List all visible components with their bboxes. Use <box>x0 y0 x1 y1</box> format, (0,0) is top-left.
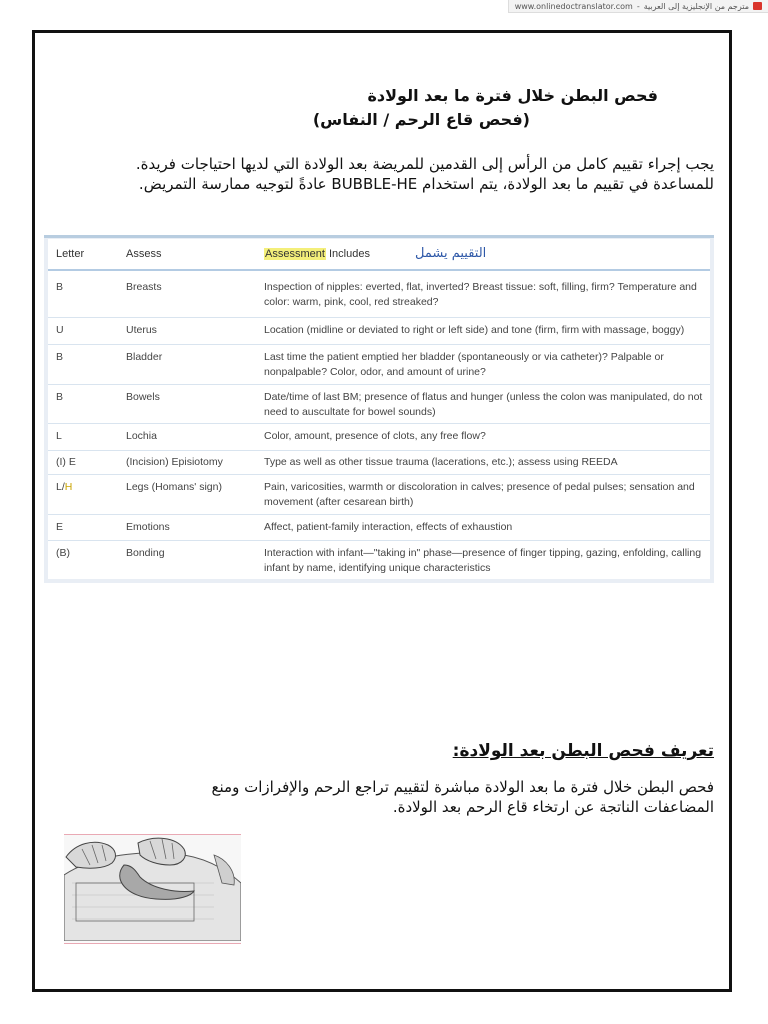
row-letter: B <box>56 391 64 403</box>
row-letter: (I) E <box>56 456 76 468</box>
header-includes-highlight: Assessment <box>265 248 325 260</box>
table-row <box>48 450 710 475</box>
row-includes: Type as well as other tissue trauma (lacerations, etc.); assess using REEDA <box>264 456 618 468</box>
row-assess: (Incision) Episiotomy <box>126 456 223 468</box>
translator-site[interactable]: www.onlinedoctranslator.com <box>514 1 633 11</box>
row-assess: Bowels <box>126 391 160 403</box>
table-body <box>48 239 710 579</box>
table-row <box>48 423 710 451</box>
doc-subtitle: (فحص قاع الرحم / النفاس) <box>312 110 530 129</box>
row-letter: B <box>56 281 64 293</box>
translator-separator: - <box>636 1 640 11</box>
intro-paragraph: يجب إجراء تقييم كامل من الرأس إلى القدمين للمريضة بعد الولادة التي لديها احتياجات فريدة. للمساعدة في تقييم ما بعد الولادة، يتم استخدام BUBBLE-HE عادةً لتوجيه ممارسة التمريض. <box>135 155 714 193</box>
row-includes: Date/time of last BM; presence of flatus and hunger (unless the colon was manipulated, do not need to auscultate for bowel sounds) <box>264 391 703 418</box>
table-row <box>48 317 710 345</box>
header-includes-rest: Includes <box>325 248 370 260</box>
row-includes: Inspection of nipples: everted, flat, inverted? Breast tissue: soft, filling, firm? Temperature and color: warm, pink, cool, red streaked? <box>264 281 697 308</box>
header-assess: Assess <box>126 248 162 260</box>
table-header-row <box>48 239 710 271</box>
pdf-icon <box>753 2 762 10</box>
row-letter: L <box>56 430 62 442</box>
row-assess: Lochia <box>126 430 157 442</box>
row-assess: Legs (Homans' sign) <box>126 481 222 493</box>
row-includes: Last time the patient emptied her bladder (spontaneously or via catheter)? Palpable or nonpalpable? Color, odor, and amount of urine? <box>264 351 664 378</box>
row-letter-highlight: H <box>64 481 73 493</box>
table-row <box>48 514 710 541</box>
fundal-exam-illustration <box>64 834 241 944</box>
definition-paragraph: فحص البطن خلال فترة ما بعد الولادة مباشرة لتقييم تراجع الرحم والإفرازات ومنع المضاعفات الناتجة عن ارتخاء قاع الرحم بعد الولادة. <box>211 778 714 816</box>
row-assess: Breasts <box>126 281 162 293</box>
doc-title: فحص البطن خلال فترة ما بعد الولادة <box>367 86 658 105</box>
table-row <box>48 272 710 318</box>
row-letter: B <box>56 351 64 363</box>
row-includes: Interaction with infant—"taking in" phase—presence of finger tipping, gazing, enfolding, calling infant by name, identifying unique characteristics <box>264 547 702 574</box>
row-includes: Color, amount, presence of clots, any free flow? <box>264 430 486 442</box>
translator-label: مترجم من الإنجليزية إلى العربية <box>643 1 749 11</box>
table-row <box>48 384 710 424</box>
row-assess: Uterus <box>126 324 157 336</box>
fundal-exam-drawing <box>64 835 241 941</box>
bubble-he-table <box>44 235 714 583</box>
row-assess: Emotions <box>126 521 170 533</box>
translator-banner[interactable] <box>508 0 768 13</box>
row-includes: Pain, varicosities, warmth or discoloration in calves; presence of pedal pulses; sensation and movement (after cesarean birth) <box>264 481 695 508</box>
table-row <box>48 540 710 580</box>
row-assess: Bonding <box>126 547 165 559</box>
header-includes <box>264 248 370 260</box>
header-letter: Letter <box>56 248 85 260</box>
row-includes: Location (midline or deviated to right or left side) and tone (firm, firm with massage, boggy) <box>264 324 685 336</box>
row-letter-part: L/ <box>56 481 65 493</box>
table-row <box>48 344 710 385</box>
definition-heading: تعريف فحص البطن بعد الولادة: <box>452 741 714 761</box>
table-row <box>48 474 710 515</box>
row-letter: E <box>56 521 64 533</box>
row-letter <box>56 480 72 495</box>
header-includes-arabic: التقييم يشمل <box>415 246 487 261</box>
row-includes: Affect, patient-family interaction, effects of exhaustion <box>264 521 513 533</box>
row-assess: Bladder <box>126 351 163 363</box>
row-letter: (B) <box>56 547 70 559</box>
row-letter: U <box>56 324 64 336</box>
